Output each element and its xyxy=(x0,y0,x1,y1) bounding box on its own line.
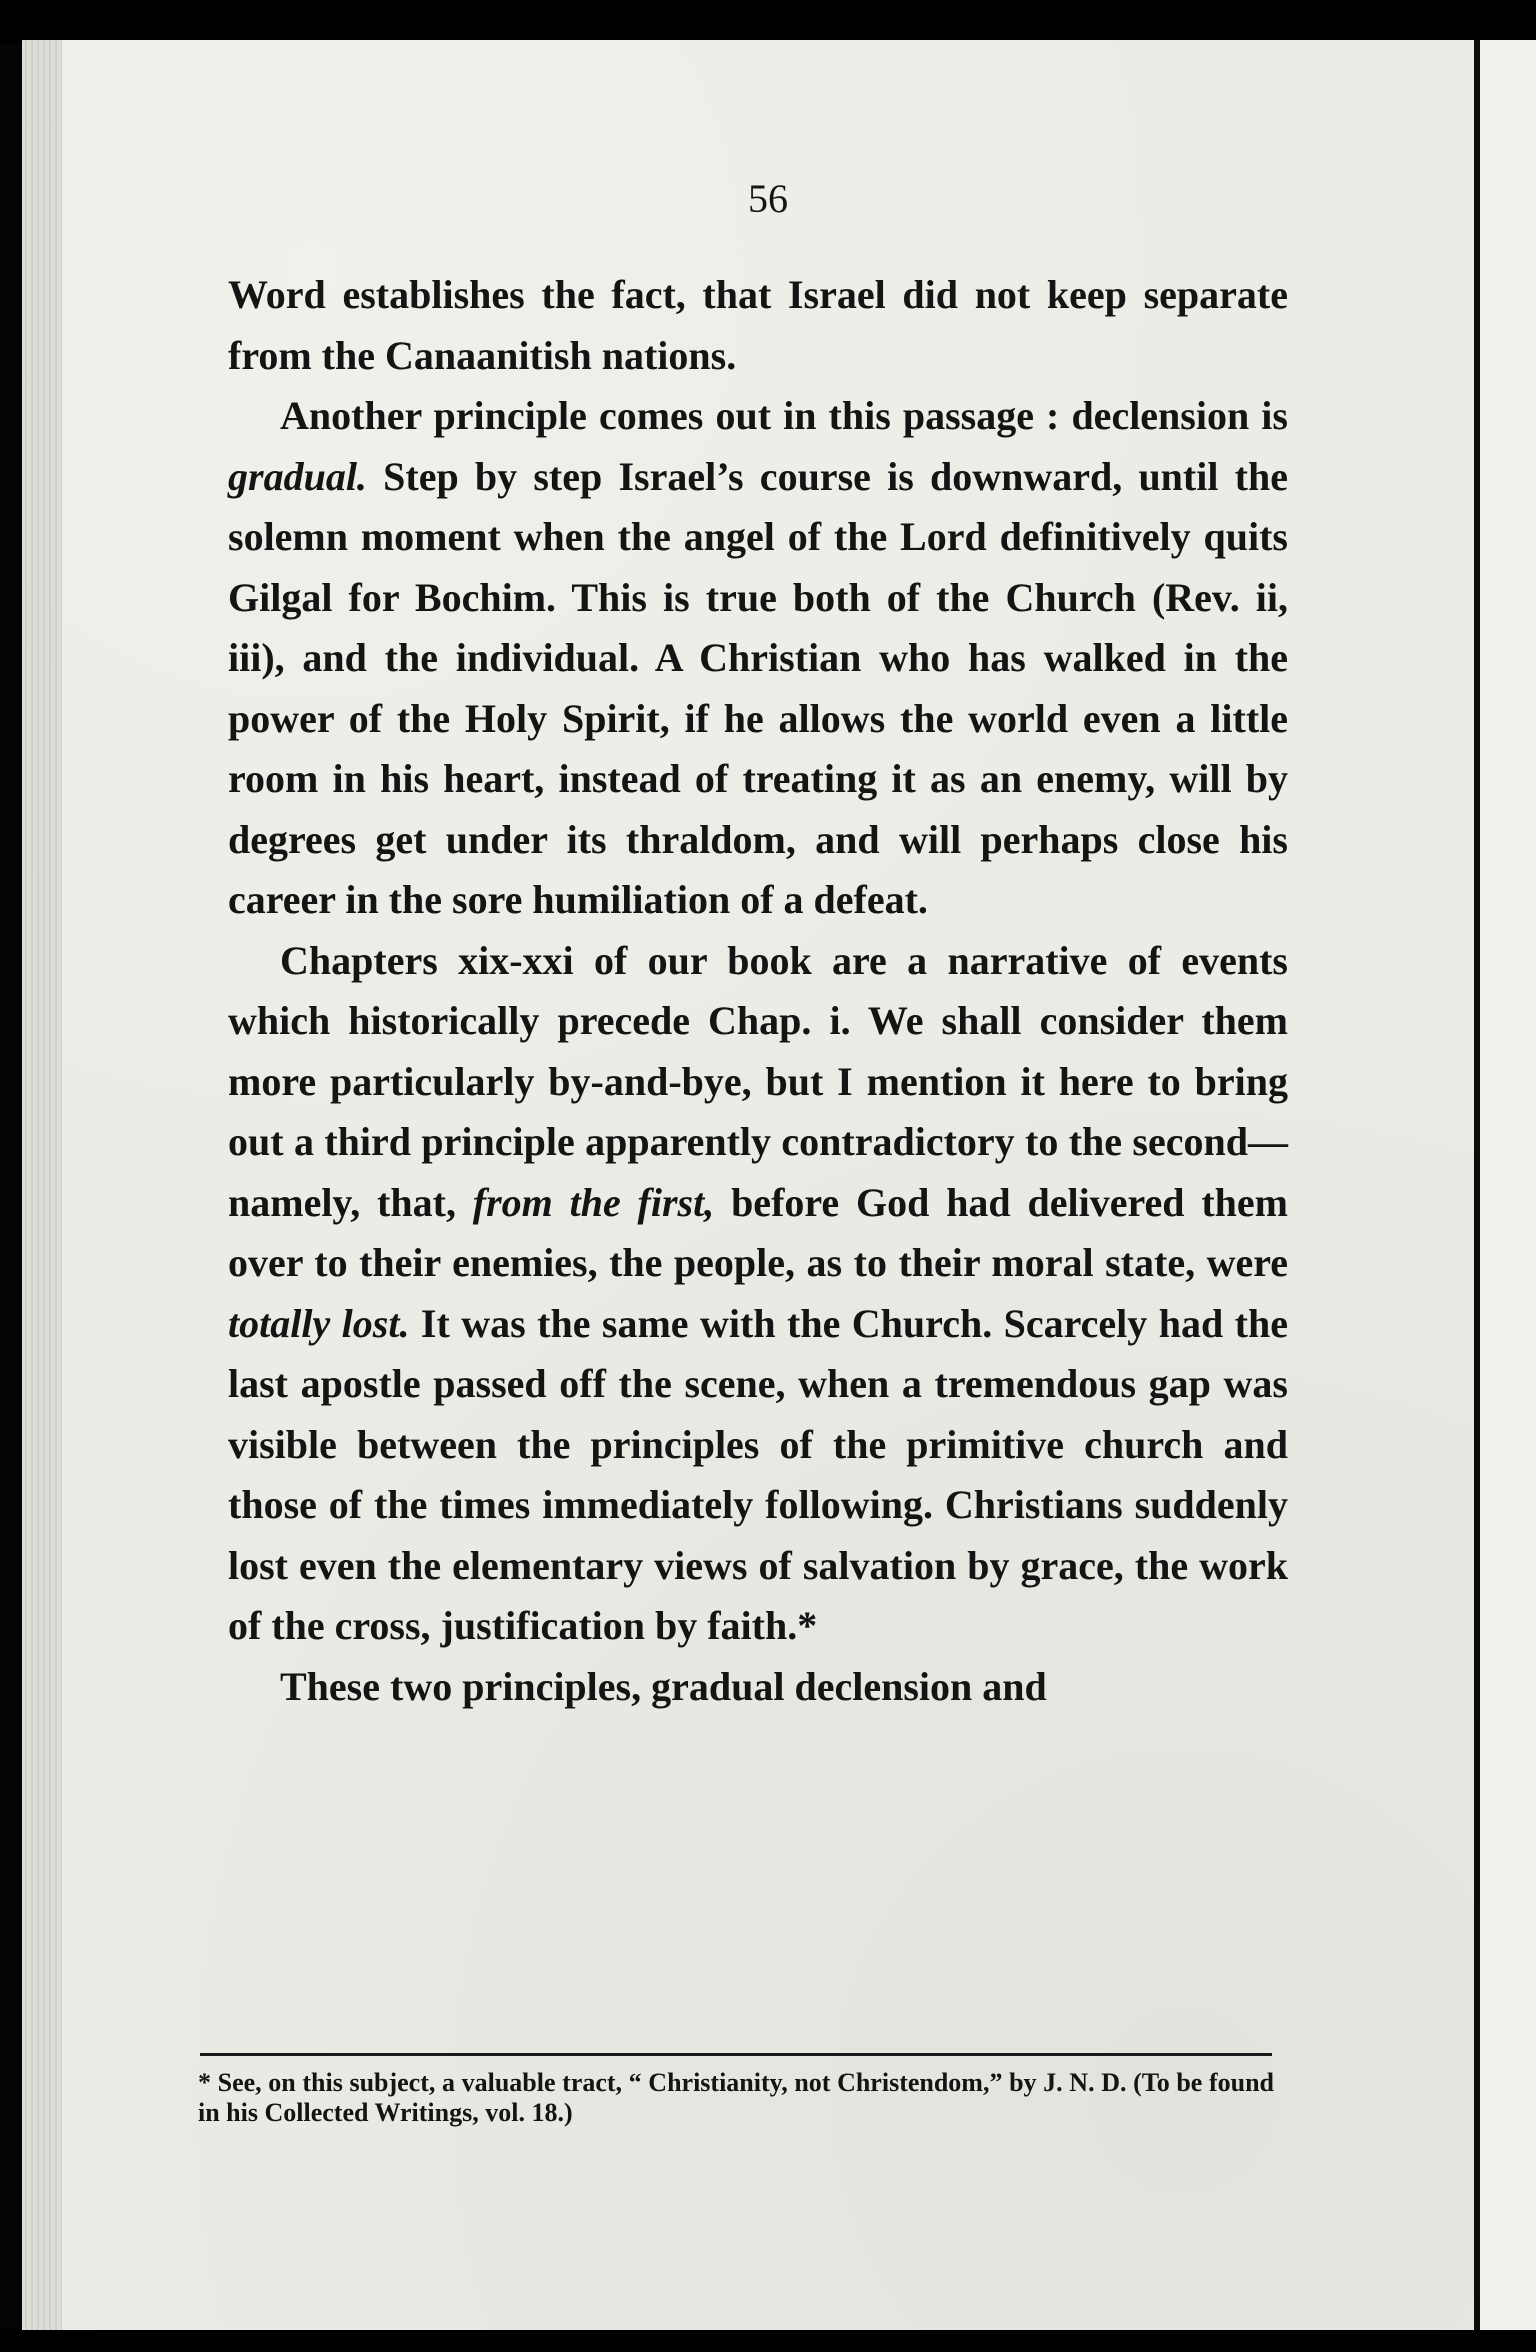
right-edge-divider xyxy=(1474,40,1480,2330)
paragraph xyxy=(228,386,1288,931)
top-scan-border xyxy=(0,0,1536,44)
paragraph xyxy=(228,931,1288,1657)
binding-edge xyxy=(22,40,62,2330)
emphasis-text: from the first, xyxy=(472,1179,715,1225)
paragraph-text: These two principles, gradual declension and xyxy=(280,1663,1047,1709)
footnote: * See, on this subject, a valuable tract, “ Christianity, not Christendom,” by J. N. D. (To be found in his Collected Writings, vol. 18.) xyxy=(198,2068,1274,2127)
paragraph-text: It was the same with the Church. Scarcely had the last apostle passed off the scene, when a tremendous gap was visible between the principles of the primitive church and those of the times immediately following. Christians suddenly lost even the elementary views of salvation by grace, the work of the cross, justification by faith.* xyxy=(228,1300,1289,1648)
bottom-scan-border xyxy=(0,2328,1536,2352)
paragraph-text: Step by step Israel’s course is downward, until the solemn moment when the angel of the Lord definitively quits Gilgal for Bochim. This is true both of the Church (Rev. ii, iii), and the individual. A Christian who has walked in the power of the Holy Spirit, if he allows the world even a little room in his heart, instead of treating it as an enemy, will by degrees get under its thraldom, and will perhaps close his career in the sore humiliation of a defeat. xyxy=(228,453,1288,922)
body-text xyxy=(228,265,1288,1717)
right-page-edge xyxy=(1474,40,1536,2330)
paragraph-text: before God had delivered them over to their enemies, the people, as to their moral state, were xyxy=(228,1179,1288,1285)
paragraph-text: Chapters xix-xxi of our book are a narrative of events which historically precede Chap. i. We shall consider them more particularly by-and-bye, but I mention it here to bring out a third principle apparently contradictory to the second—namely, that, xyxy=(228,937,1288,1225)
paragraph-continued xyxy=(228,265,1288,386)
footnote-rule xyxy=(200,2053,1272,2056)
paragraph-text: Another principle comes out in this passage : declension is xyxy=(280,393,1288,438)
page-number: 56 xyxy=(748,176,788,221)
paragraph xyxy=(228,1657,1288,1718)
paragraph-text: Word establishes the fact, that Israel did not keep separate from the Canaanitish nations. xyxy=(228,272,1288,378)
emphasis-text: totally lost. xyxy=(228,1300,410,1346)
emphasis-text: gradual. xyxy=(228,453,367,499)
